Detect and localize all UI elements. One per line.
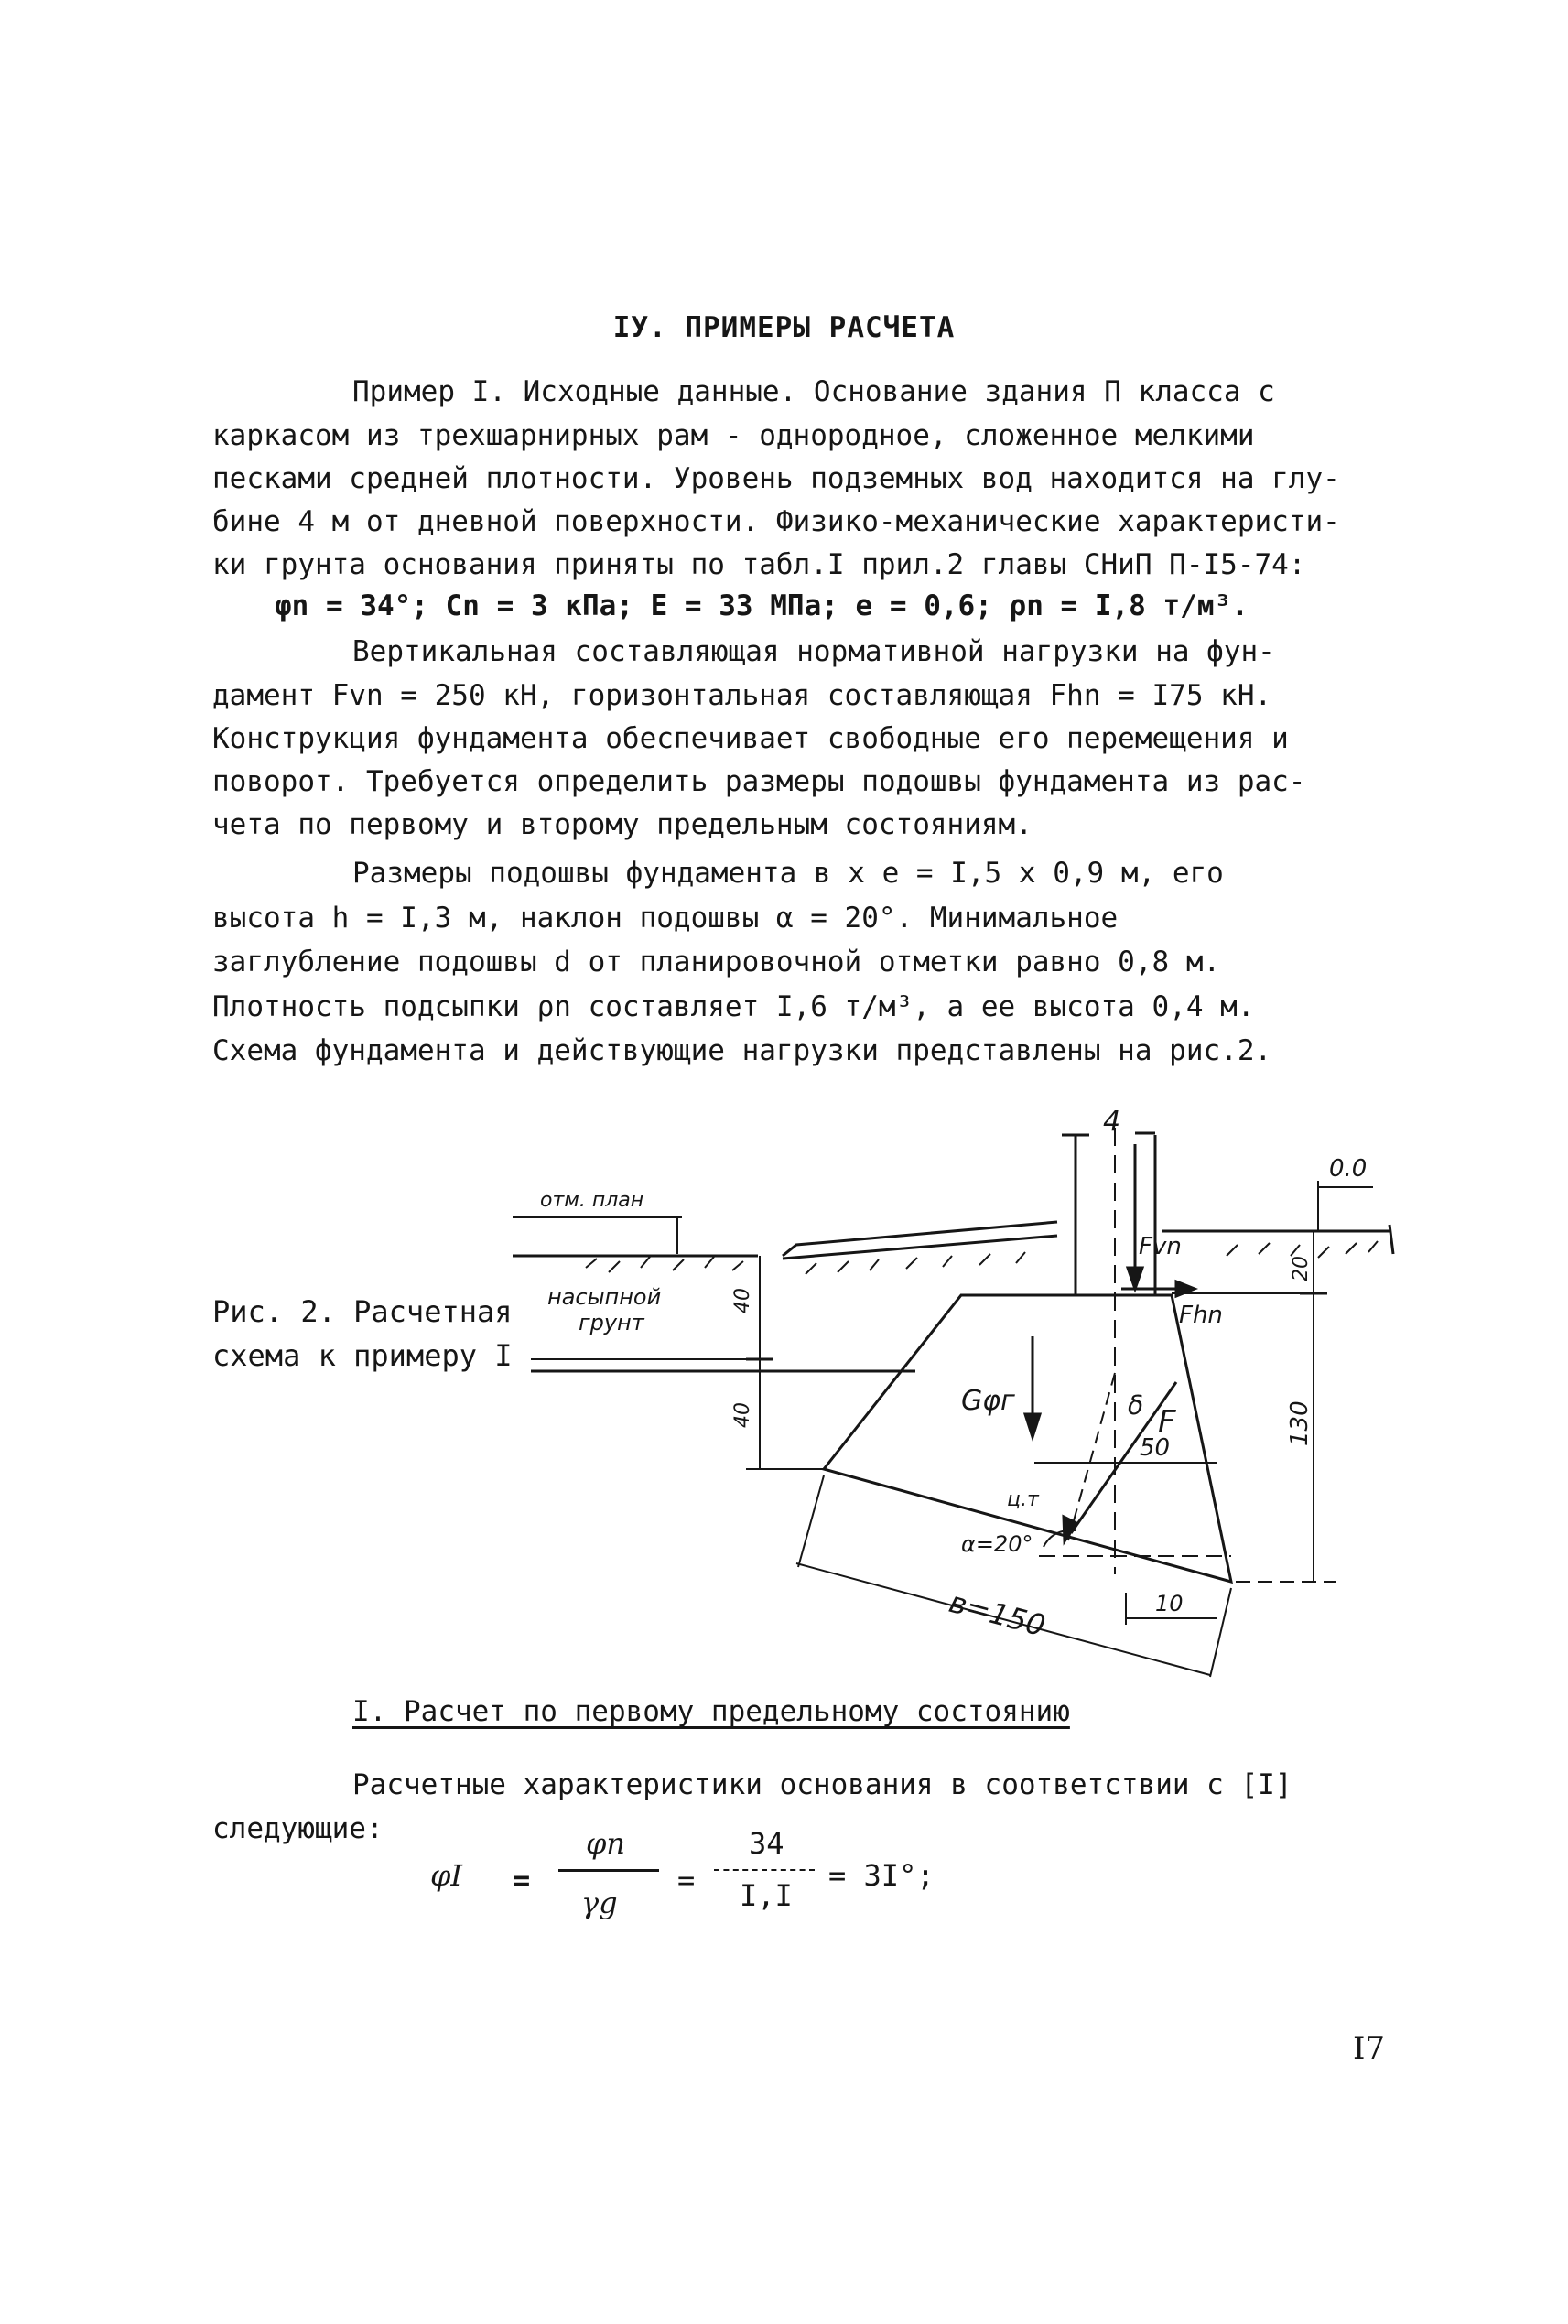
figure-caption-line1: Рис. 2. Расчетная (212, 1294, 513, 1329)
weight-label: Gφг (961, 1385, 1015, 1417)
paragraph-line: поворот. Требуется определить размеры подошвы фундамента из рас- (212, 765, 1306, 798)
formula-eq2: = (677, 1863, 696, 1897)
alpha-label: α=20° (961, 1531, 1033, 1557)
formula-denominator-2: I,I (740, 1878, 793, 1913)
paragraph-line: Расчетные характеристики основания в соответствии с [I] (352, 1768, 1292, 1801)
dim-10-label: 10 (1155, 1591, 1184, 1616)
paragraph-line: Пример I. Исходные данные. Основание здания П класса с (352, 375, 1275, 408)
paragraph-line: чета по первому и второму предельным состояниям. (212, 808, 1033, 841)
fill-soil-label-2: грунт (579, 1310, 644, 1335)
axis-label: 4 (1103, 1106, 1121, 1138)
ground-slope-lower (783, 1236, 1057, 1259)
dim-depth-label: 40 (731, 1402, 754, 1428)
zero-mark-label: 0.0 (1329, 1155, 1368, 1183)
formula-numerator: φn (586, 1826, 626, 1861)
formula-eq1: = (513, 1863, 531, 1897)
paragraph-line: заглубление подошвы d от планировочной отметки равно 0,8 м. (212, 946, 1221, 978)
dim-fill-label: 40 (731, 1288, 754, 1313)
dim-height-label: 130 (1286, 1400, 1314, 1446)
paragraph-line: каркасом из трехшарнирных рам - однородное, сложенное мелкими (212, 419, 1255, 452)
paragraph-line: ки грунта основания приняты по табл.I прил.2 главы СНиП П-I5-74: (212, 548, 1306, 581)
subsection-title: I. Расчет по первому предельному состоянию (352, 1695, 1070, 1728)
formula-numerator-2: 34 (749, 1826, 784, 1861)
fill-soil-label-1: насыпной (547, 1284, 662, 1310)
figure-caption-line2: схема к примеру I (212, 1338, 513, 1373)
paragraph-line: дамент Fvn = 250 кН, горизонтальная составляющая Fhn = I75 кН. (212, 679, 1272, 712)
formula-lhs: φI (430, 1858, 463, 1893)
plan-mark-label: отм. план (540, 1189, 644, 1212)
dim-top-label: 20 (1290, 1256, 1313, 1281)
paragraph-line: бине 4 м от дневной поверхности. Физико-механические характеристи- (212, 505, 1340, 538)
fraction-bar-2 (714, 1869, 815, 1871)
paragraph-line: Конструкция фундамента обеспечивает свободные его перемещения и (212, 722, 1289, 755)
soil-hatching (586, 1241, 1378, 1274)
fhn-label: Fhn (1179, 1302, 1223, 1329)
formula-result: = 3I°; (828, 1858, 935, 1893)
paragraph-line: Плотность подсыпки ρn составляет I,6 т/м³, а ее высота 0,4 м. (212, 990, 1255, 1023)
soil-parameters-line: φn = 34°; Cn = 3 кПа; E = 33 МПа; e = 0,6; ρn = I,8 т/м³. (275, 589, 1249, 622)
dim-right-label: 50 (1140, 1434, 1171, 1462)
fraction-bar (558, 1869, 659, 1872)
paragraph-line: песками средней плотности. Уровень подземных вод находится на глу- (212, 462, 1340, 495)
formula-denominator: γg (581, 1886, 618, 1920)
paragraph-line: Размеры подошвы фундамента в x e = I,5 x 0,9 м, его (352, 857, 1224, 890)
center-of-gravity-label: ц.т (1007, 1488, 1039, 1511)
fvn-label: Fvn (1139, 1233, 1182, 1260)
paragraph-line: следующие: (212, 1812, 384, 1845)
delta-label: δ (1128, 1390, 1144, 1421)
page-number: I7 (1353, 2030, 1386, 2067)
section-title: IУ. ПРИМЕРЫ РАСЧЕТА (612, 311, 956, 344)
resultant-label: F (1158, 1404, 1176, 1441)
paragraph-line: Вертикальная составляющая нормативной нагрузки на фун- (352, 635, 1275, 668)
paragraph-line: Схема фундамента и действующие нагрузки представлены на рис.2. (212, 1034, 1272, 1067)
paragraph-line: высота h = I,3 м, наклон подошвы α = 20°. Минимальное (212, 902, 1119, 935)
base-width-label: в=150 (945, 1584, 1049, 1644)
